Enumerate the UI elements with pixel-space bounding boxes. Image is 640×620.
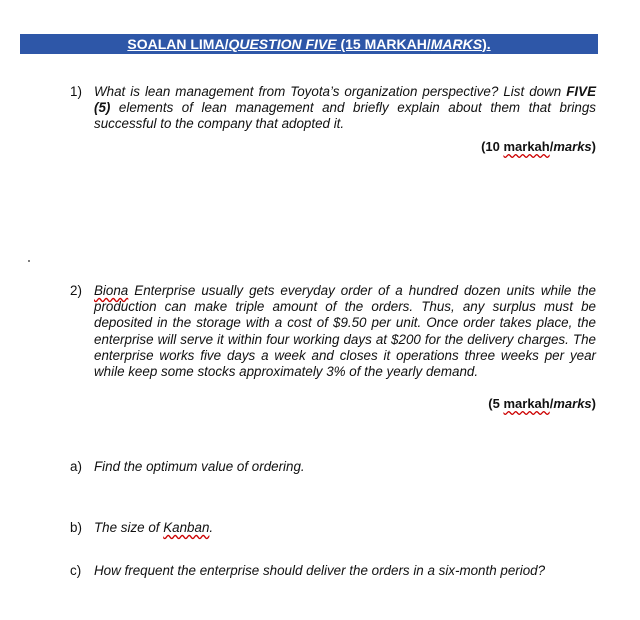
q1-bold-five: FIVE xyxy=(566,84,596,99)
header-middle: (15 MARKAH/ xyxy=(336,36,431,52)
question-2 xyxy=(70,283,600,380)
q1-marks-markah: markah xyxy=(503,139,550,154)
sub-b-kanban: Kanban xyxy=(163,520,210,535)
q1-marks-end: ) xyxy=(591,139,596,154)
q2-marks-num: (5 xyxy=(488,396,504,411)
question-2-marks xyxy=(488,396,596,411)
header-marks: MARKS xyxy=(430,36,483,52)
sub-b-text: The size of xyxy=(94,520,164,535)
sub-c-text: How frequent the enterprise should deliver the orders in a six-month period? xyxy=(94,563,546,578)
question-1 xyxy=(70,84,600,133)
sub-question-b xyxy=(70,520,213,535)
q1-text-a: What is lean management from Toyota’s organization perspective? List down xyxy=(94,84,567,99)
sub-a-text: Find the optimum value of ordering. xyxy=(94,459,305,474)
section-header xyxy=(20,34,598,54)
question-2-text xyxy=(94,283,596,380)
question-1-marks xyxy=(481,139,596,154)
q1-text-b: elements of lean management and briefly explain about them that brings successful to the company that adopted it. xyxy=(94,100,596,132)
header-italic: QUESTION FIVE xyxy=(228,36,337,52)
q1-bold-5: (5) xyxy=(94,100,111,116)
q1-marks-num: (10 xyxy=(481,139,504,154)
stray-dot xyxy=(28,260,30,262)
sub-b-label: b) xyxy=(70,520,82,535)
q2-marks-markah: markah xyxy=(503,396,550,411)
q2-marks-en: marks xyxy=(553,396,592,411)
q2-text: Enterprise usually gets everyday order of a hundred dozen units while the production can make triple amount of the orders. Thus, any surplus must be deposited in the storage with a cost of $9.50 per unit. Once order takes place, the enterprise will serve it within four working days at $200 for the delivery charges. The enterprise works five days a week and closes it operations three weeks per year while keep some stocks approximately 3% of the yearly demand. xyxy=(94,283,596,380)
q2-marks-slash: / xyxy=(549,396,554,411)
question-1-text xyxy=(94,84,596,133)
sub-question-a xyxy=(70,459,305,474)
sub-a-label: a) xyxy=(70,459,82,474)
q1-marks-slash: / xyxy=(549,139,554,154)
question-2-number: 2) xyxy=(70,283,82,298)
q2-company: Biona xyxy=(94,283,129,298)
sub-b-end: . xyxy=(209,520,214,535)
question-1-number: 1) xyxy=(70,84,82,99)
sub-question-c xyxy=(70,563,545,578)
header-prefix: SOALAN LIMA/ xyxy=(127,36,229,52)
q2-marks-end: ) xyxy=(591,396,596,411)
header-suffix: ). xyxy=(482,36,491,52)
sub-c-label: c) xyxy=(70,563,82,578)
q1-marks-en: marks xyxy=(553,139,592,154)
